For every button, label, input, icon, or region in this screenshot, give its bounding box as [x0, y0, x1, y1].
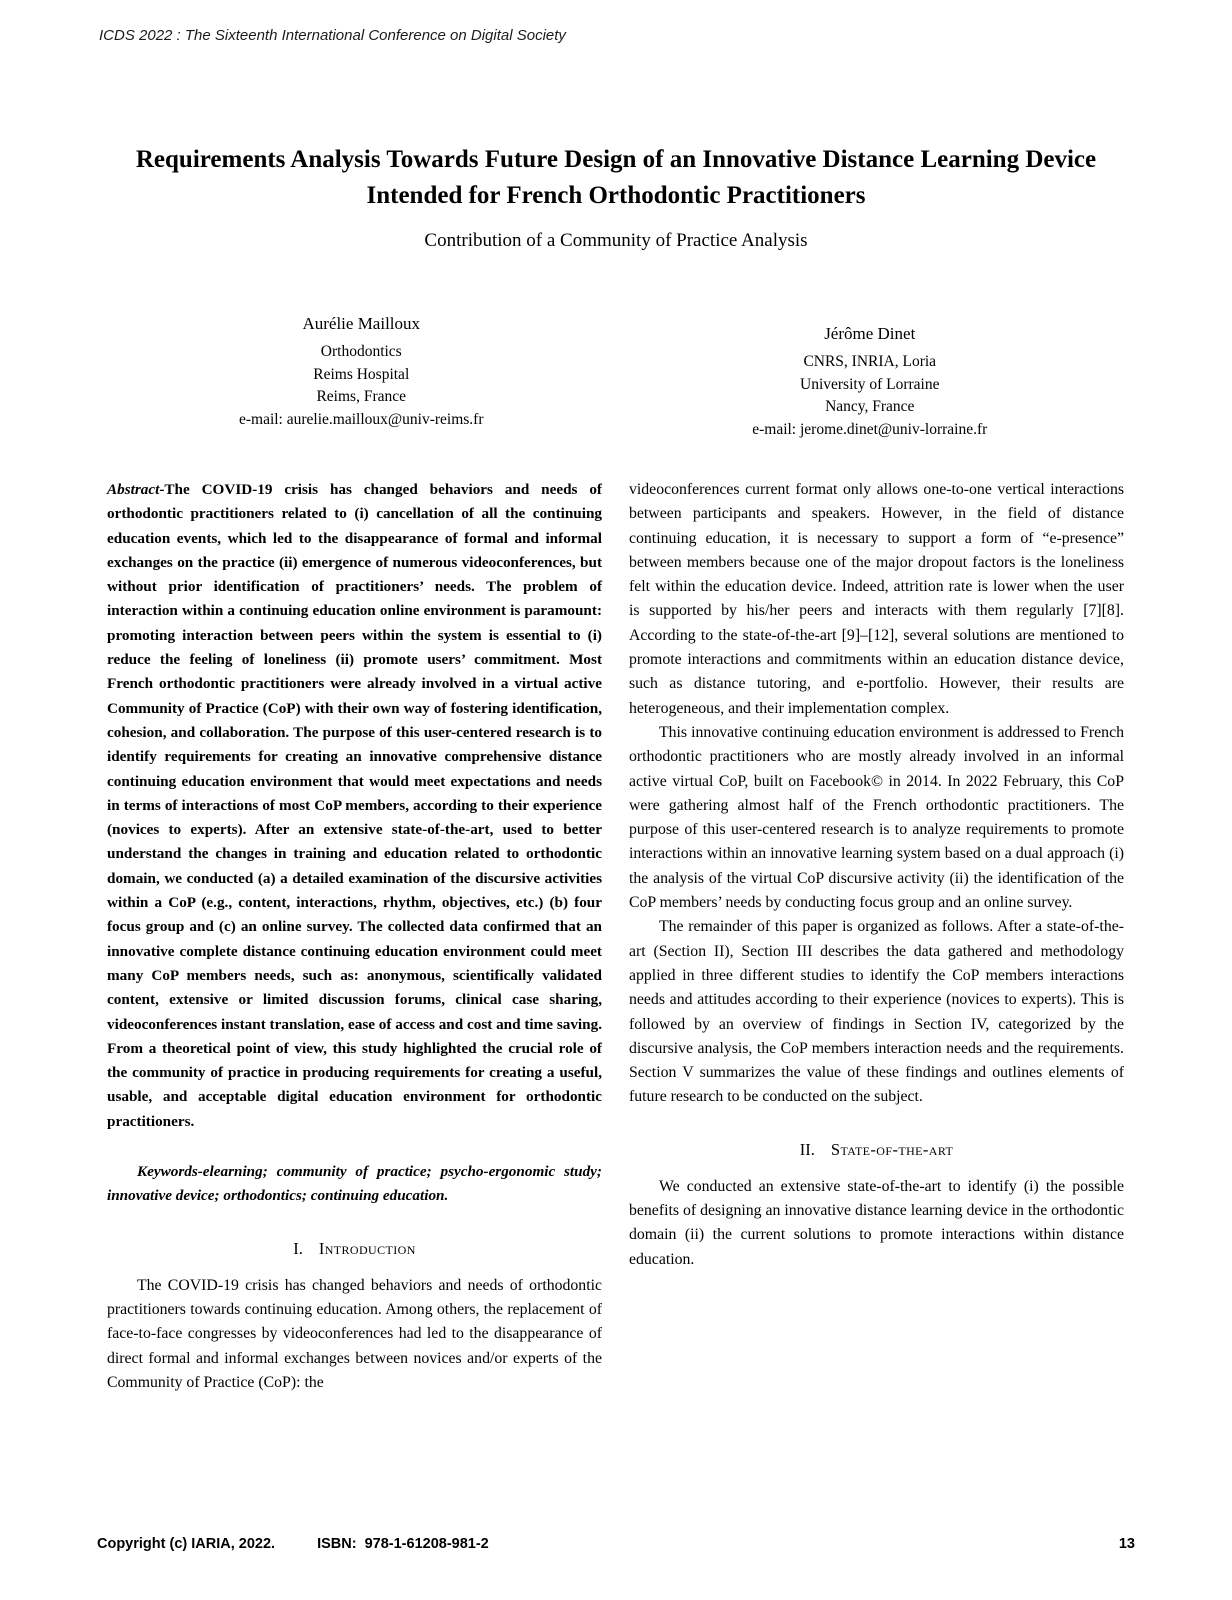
paper-outline-paragraph: The remainder of this paper is organized as follows. After a state-of-the-art (Section II), Section III describes the data gathered and methodology applied in three different studies to identify the CoP members interactions needs and attitudes according to their experience (novices to experts). This is followed by an overview of findings in Section IV, categorized by the discursive analysis, the CoP members interaction needs and the requirements. Section V summarizes the value of these findings and outlines elements of future research to be conducted on the subject. — [629, 918, 1124, 1106]
section-heading-state-of-the-art — [629, 1140, 1124, 1160]
continuation-paragraph: videoconferences current format only allows one-to-one vertical interactions between participants and speakers. However, in the field of distance continuing education, it is necessary to support a form of “e-presence” between members because one of the major dropout factors is the loneliness felt within the education device. Indeed, attrition rate is lower when the user is supported by his/her peers and interacts with them regularly [7][8]. According to the state-of-the-art [9]–[12], several solutions are mentioned to promote interactions and commitments within an education distance device, such as distance tutoring, and e-portfolio. However, their results are heterogeneous, and their implementation complex. — [629, 481, 1124, 717]
author-1-email: e-mail: aurelie.mailloux@univ-reims.fr — [238, 410, 484, 428]
author-2 — [616, 314, 1125, 441]
paper-title: Requirements Analysis Towards Future Design of an Innovative Distance Learning Device Intended for French Orthodontic Practitioners — [135, 146, 1097, 209]
author-2-name: Jérôme Dinet — [824, 324, 916, 343]
section-title: Introduction — [318, 1238, 416, 1258]
running-head: ICDS 2022 : The Sixteenth International Conference on Digital Society — [99, 27, 566, 44]
title-block — [111, 142, 1121, 252]
right-column — [629, 478, 1124, 1395]
abstract-label: Abstract — [107, 481, 160, 498]
section-number: I. — [293, 1238, 303, 1258]
author-2-location: Nancy, France — [825, 398, 915, 415]
author-1 — [107, 314, 616, 441]
environment-paragraph: This innovative continuing education environment is addressed to French orthodontic practitioners who are mostly already involved in an informal active virtual CoP, built on Facebook© in 2014. In 2022 February, this CoP were gathering almost half of the French orthodontic practitioners. The purpose of this user-centered research is to analyze requirements to promote interactions within an innovative learning system based on a dual approach (i) the analysis of the virtual CoP discursive activity (ii) the identification of the CoP members’ needs by conducting focus group and an online survey. — [629, 723, 1124, 912]
state-of-the-art-paragraph: We conducted an extensive state-of-the-art to identify (i) the possible benefits of designing an innovative distance learning device in the orthodontic domain (ii) the current solutions to promote interactions within distance education. — [629, 1177, 1124, 1268]
author-2-email: e-mail: jerome.dinet@univ-lorraine.fr — [752, 420, 988, 438]
author-1-location: Reims, France — [316, 388, 407, 405]
keywords: Keywords-elearning; community of practice; psycho-ergonomic study; innovative device; orthodontics; continuing education. — [107, 1163, 602, 1205]
section-title: State-of-the-art — [830, 1139, 954, 1159]
page-footer — [97, 1536, 1135, 1552]
author-2-institution: University of Lorraine — [800, 375, 940, 393]
section-heading-introduction — [107, 1239, 602, 1259]
two-column-body — [107, 478, 1124, 1395]
abstract-text: -The COVID-19 crisis has changed behaviors and needs of orthodontic practitioners related to (i) cancellation of all the continuing education events, which led to the disappearance of formal and informal exchanges on the practice (ii) emergence of numerous videoconferences, but without prior identification of practitioners’ needs. The problem of interaction within a continuing education online environment is paramount: promoting interaction between peers within the system is essential to (i) reduce the feeling of loneliness (ii) promote users’ commitment. Most French orthodontic practitioners were already involved in a virtual active Community of Practice (CoP) with their own way of fostering identification, cohesion, and collaboration. The purpose of this user-centered research is to identify requirements for creating an innovative comprehensive distance continuing education environment that would meet expectations and needs in terms of interactions of most CoP members, according to their experience (novices to experts). After an extensive state-of-the-art, used to better understand the changes in training and education related to orthodontic domain, we conducted (a) a detailed examination of the discursive activities within a CoP (e.g., content, interactions, rhythm, objectives, etc.) (b) four focus group and (c) an online survey. The collected data confirmed that an innovative complete distance continuing education environment could meet many CoP members needs, such as: anonymous, scientifically validated content, extensive or limited discussion forums, clinical case sharing, videoconferences instant translation, ease of access and cost and time saving. From a theoretical point of view, this study highlighted the crucial role of the community of practice in producing requirements for creating a useful, usable, and acceptable digital education environment for orthodontic practitioners. — [107, 481, 602, 1130]
section-number: II. — [799, 1139, 815, 1159]
author-1-institution: Reims Hospital — [313, 365, 410, 383]
footer-copyright-isbn — [97, 1536, 489, 1552]
author-1-department: Orthodontics — [320, 343, 402, 360]
left-column — [107, 478, 602, 1395]
abstract — [107, 478, 602, 1134]
page-number: 13 — [1118, 1536, 1135, 1552]
authors-block — [107, 314, 1124, 441]
copyright-notice: Copyright (c) IARIA, 2022. — [97, 1536, 276, 1552]
author-1-name: Aurélie Mailloux — [302, 314, 421, 333]
introduction-paragraph: The COVID-19 crisis has changed behaviors and needs of orthodontic practitioners towards continuing education. Among others, the replacement of face-to-face congresses by videoconferences had led to the disappearance of direct formal and informal exchanges between novices and/or experts of the Community of Practice (CoP): the — [107, 1276, 602, 1391]
author-2-department: CNRS, INRIA, Loria — [803, 353, 937, 370]
paper-subtitle: Contribution of a Community of Practice Analysis — [424, 230, 808, 251]
isbn: ISBN: 978-1-61208-981-2 — [317, 1536, 489, 1552]
